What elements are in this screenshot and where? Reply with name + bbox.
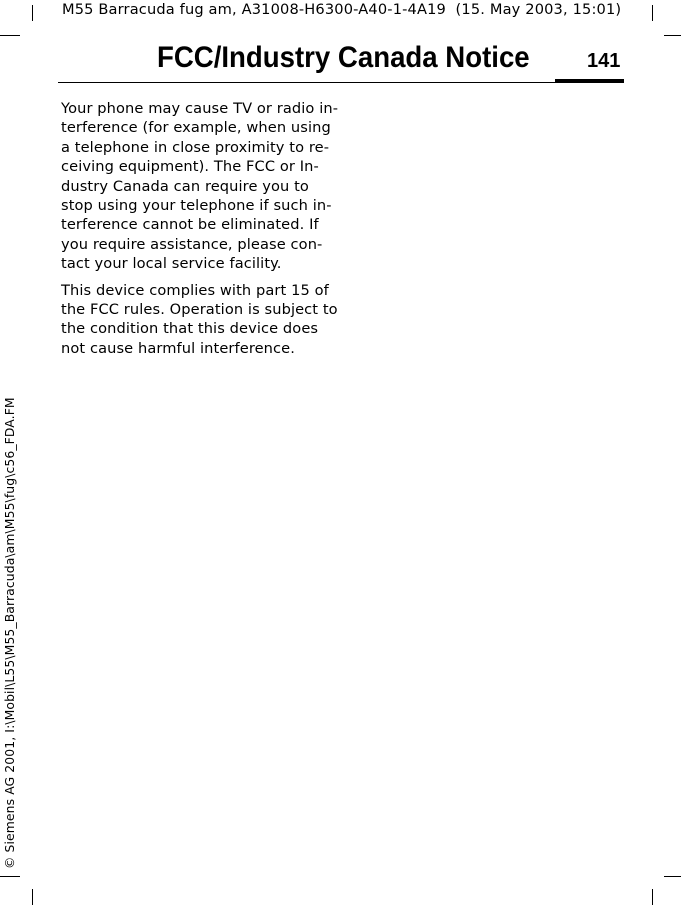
crop-mark-top-right-vertical [652,5,653,21]
text-line: stop using your telephone if such in- [61,197,332,215]
text-line: a telephone in close proximity to re- [61,138,330,156]
text-line: the FCC rules. Operation is subject to [61,301,338,319]
crop-mark-top-left-horizontal [0,35,20,36]
text-line: ceiving equipment). The FCC or In- [61,158,319,176]
page-title: FCC/Industry Canada Notice [157,41,530,74]
text-line: terference (for example, when using [61,119,331,137]
crop-mark-bottom-right-vertical [652,889,653,905]
text-line: you require assistance, please con- [61,235,323,253]
running-head: M55 Barracuda fug am, A31008-H6300-A40-1-4A19 (15. May 2003, 15:01) [62,1,622,18]
crop-mark-top-left-vertical [32,5,33,21]
crop-mark-bottom-left-vertical [32,889,33,905]
header-rule [58,82,624,83]
crop-mark-bottom-right-horizontal [664,876,681,877]
text-line: Your phone may cause TV or radio in- [61,100,339,117]
text-line: This device complies with part 15 of [61,281,329,299]
text-line: not cause harmful interference. [61,339,295,357]
paragraph-gap [61,274,333,281]
body-text [61,99,339,358]
text-line: terference cannot be eliminated. If [61,216,319,234]
crop-mark-top-right-horizontal [664,35,681,36]
paragraph-compliance [61,281,338,359]
text-line: dustry Canada can require you to [61,177,309,195]
crop-mark-bottom-left-horizontal [0,876,20,877]
paragraph-interference [61,99,339,274]
page-number-bar [555,79,624,83]
copyright-side-note: © Siemens AG 2001, I:\Mobil\L55\M55_Barracuda\am\M55\fug\c56_FDA.FM [2,397,17,869]
page-number: 141 [587,50,621,72]
text-line: the condition that this device does [61,320,319,338]
text-line: tact your local service facility. [61,255,282,273]
